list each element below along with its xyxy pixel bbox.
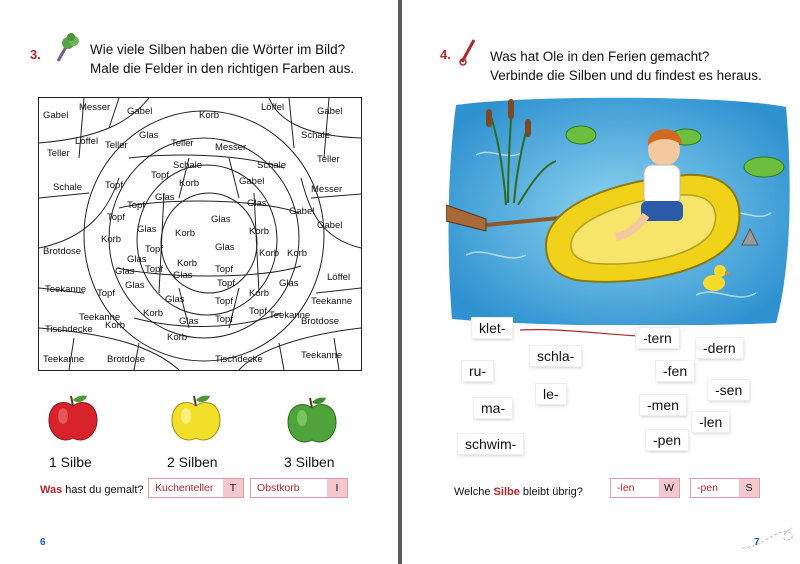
coloring-word: Korb (259, 248, 280, 259)
syllable-right[interactable]: -tern (636, 328, 679, 348)
coloring-word: Korb (249, 226, 270, 237)
instruction-line-1: Wie viele Silben haben die Wörter im Bild? (90, 42, 346, 57)
coloring-word: Teekanne (269, 310, 311, 321)
left-page (0, 0, 398, 564)
syllable-right[interactable]: -pen (646, 430, 688, 450)
coloring-word: Korb (177, 258, 198, 269)
syllable-right[interactable]: -fen (656, 361, 694, 381)
coloring-word: Topf (215, 296, 233, 307)
green-apple-icon (284, 394, 340, 446)
coloring-word: Löffel (75, 136, 99, 147)
instruction (90, 40, 354, 78)
answer-text: -len (617, 482, 635, 494)
pencil-icon (458, 36, 480, 66)
task-number: 4. (440, 47, 451, 62)
syllable-label-3: 3 Silben (284, 454, 335, 470)
coloring-word: Glas (247, 198, 267, 209)
coloring-word: Topf (151, 170, 169, 181)
syllable-left[interactable]: ru- (462, 361, 493, 381)
coloring-word: Topf (145, 264, 163, 275)
syllable-right[interactable]: -sen (708, 380, 749, 400)
answer-letter: I (327, 479, 347, 497)
coloring-word: Topf (127, 200, 145, 211)
coloring-word: Teekanne (43, 354, 85, 365)
coloring-word: Löffel (261, 102, 285, 113)
answer-option[interactable] (148, 478, 244, 498)
coloring-word: Glas (215, 242, 235, 253)
coloring-word: Korb (143, 308, 164, 319)
page-number: 6 (40, 537, 46, 548)
answer-letter: W (659, 479, 679, 497)
coloring-word: Messer (215, 142, 247, 153)
question-pre: Welche (454, 486, 491, 498)
coloring-word: Korb (249, 288, 270, 299)
red-apple-icon (45, 392, 101, 444)
coloring-word: Glas (211, 214, 231, 225)
syllable-left[interactable]: schwim- (458, 434, 523, 454)
answer-text: Obstkorb (257, 482, 300, 494)
coloring-word: Korb (199, 110, 220, 121)
coloring-word: Brotdose (301, 316, 340, 327)
coloring-word: Messer (311, 184, 343, 195)
syllable-right[interactable]: -dern (696, 338, 743, 358)
syllable-label-1: 1 Silbe (49, 454, 92, 470)
answer-text: Kuchenteller (155, 482, 214, 494)
coloring-word: Glas (165, 294, 185, 305)
coloring-word: Glas (127, 254, 147, 265)
coloring-word: Topf (107, 212, 125, 223)
coloring-word: Glas (115, 266, 135, 277)
syllable-left[interactable]: ma- (474, 398, 512, 418)
coloring-word: Korb (175, 228, 196, 239)
coloring-word: Topf (215, 264, 233, 275)
coloring-word: Topf (215, 314, 233, 325)
coloring-word: Glas (125, 280, 145, 291)
question-bold: Was (40, 484, 63, 496)
answer-letter: S (739, 479, 759, 497)
coloring-word: Korb (287, 248, 308, 259)
question (454, 486, 583, 498)
coloring-word: Topf (217, 278, 235, 289)
connecting-line (520, 328, 640, 338)
coloring-word: Tischdecke (215, 354, 263, 365)
answer-letter: T (223, 479, 243, 497)
question (40, 484, 144, 496)
coloring-word: Gabel (317, 220, 343, 231)
page-number: 7 (754, 537, 760, 548)
instruction (490, 47, 762, 85)
coloring-word: Glas (179, 316, 199, 327)
coloring-word: Gabel (127, 106, 153, 117)
coloring-word: Teekanne (45, 284, 87, 295)
coloring-word: Gabel (43, 110, 69, 121)
instruction-line-2: Male die Felder in den richtigen Farben aus. (90, 61, 355, 76)
syllable-left[interactable]: le- (536, 384, 566, 404)
coloring-word: Tischdecke (45, 324, 93, 335)
coloring-word: Teller (105, 140, 128, 151)
coloring-word: Schale (301, 130, 331, 141)
coloring-word: Gabel (317, 106, 343, 117)
answer-option[interactable] (610, 478, 680, 498)
coloring-word: Topf (145, 244, 163, 255)
yellow-apple-icon (168, 392, 224, 444)
coloring-word: Teekanne (301, 350, 343, 361)
task-number: 3. (30, 47, 41, 62)
answer-option[interactable] (690, 478, 760, 498)
coloring-word: Topf (249, 306, 267, 317)
coloring-word: Gabel (239, 176, 265, 187)
syllable-right[interactable]: -men (640, 395, 686, 415)
coloring-word: Schale (173, 160, 203, 171)
syllable-left[interactable]: klet- (472, 318, 512, 338)
answer-text: -pen (697, 482, 719, 494)
coloring-word: Teekanne (311, 296, 353, 307)
pencil-tree-icon (52, 33, 82, 65)
coloring-word: Glas (173, 270, 193, 281)
boat-illustration (446, 95, 792, 325)
coloring-picture (38, 97, 362, 371)
coloring-word: Glas (155, 192, 175, 203)
coloring-word: Teller (47, 148, 70, 159)
coloring-word: Topf (105, 180, 123, 191)
coloring-word: Löffel (327, 272, 351, 283)
instruction-line-2: Verbinde die Silben und du findest es heraus. (490, 68, 762, 83)
question-bold: Silbe (493, 486, 520, 498)
coloring-word: Glas (137, 224, 157, 235)
right-page (402, 0, 800, 564)
coloring-word: Korb (179, 178, 200, 189)
coloring-word: Schale (53, 182, 83, 193)
coloring-word: Brotdose (107, 354, 146, 365)
question-text: hast du gemalt? (65, 484, 144, 496)
coloring-word: Schale (257, 160, 287, 171)
coloring-word: Gabel (289, 206, 315, 217)
coloring-word: Messer (79, 102, 111, 113)
coloring-word: Glas (279, 278, 299, 289)
coloring-word: Teekanne (79, 312, 121, 323)
question-post: bleibt übrig? (522, 486, 583, 498)
syllable-label-2: 2 Silben (167, 454, 218, 470)
coloring-word: Korb (167, 332, 188, 343)
coloring-word: Korb (105, 320, 126, 331)
syllable-right[interactable]: -len (692, 412, 729, 432)
coloring-word: Glas (139, 130, 159, 141)
coloring-word: Korb (101, 234, 122, 245)
syllable-left[interactable]: schla- (530, 346, 581, 366)
answer-option[interactable] (250, 478, 348, 498)
coloring-word: Topf (97, 288, 115, 299)
corner-swirl (742, 520, 800, 550)
coloring-word: Teller (171, 138, 194, 149)
instruction-line-1: Was hat Ole in den Ferien gemacht? (490, 49, 710, 64)
coloring-word: Brotdose (43, 246, 82, 257)
coloring-word: Teller (317, 154, 340, 165)
